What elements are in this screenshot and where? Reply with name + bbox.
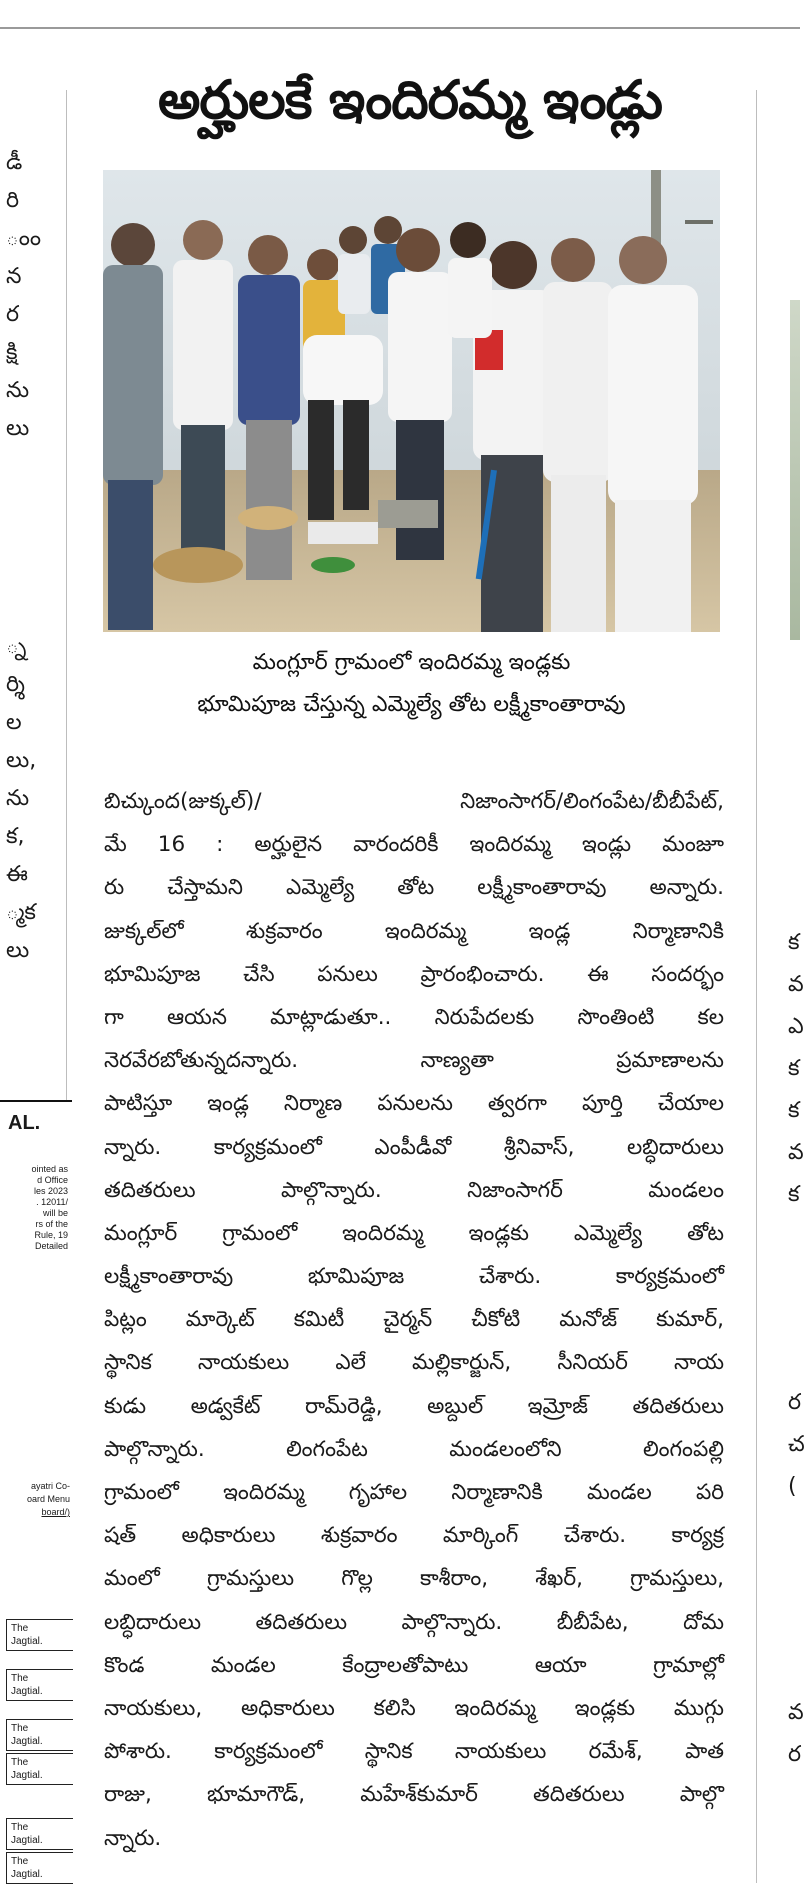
body-line: కుడు అడ్వకేట్ రామ్‌రెడ్డి, అబ్దుల్ ఇమ్రోజ్ తదితరులు	[104, 1393, 724, 1419]
body-line: గ్రామంలో ఇందిరమ్మ గృహాల నిర్మాణానికి మండల పరి	[104, 1480, 724, 1505]
left-fragment: ను	[6, 378, 30, 403]
left-fragment: ల	[6, 710, 22, 735]
ad-row-line: The	[11, 1723, 29, 1734]
caption-line: భూమిపూజ చేస్తున్న ఎమ్మెల్యే తోట లక్ష్మీకాంతారావు	[197, 692, 626, 717]
ad-paragraph	[4, 1164, 68, 1252]
body-line: లక్ష్మీకాంతారావు భూమిపూజ చేశారు. కార్యక్రమంలో	[104, 1264, 724, 1290]
right-fragment: ఎ	[788, 1014, 804, 1039]
left-fragment: లు	[6, 416, 30, 441]
body-line: మంగ్లూర్ గ్రామంలో ఇందిరమ్మ ఇండ్లకు ఎమ్మెల్యే తోట	[104, 1220, 724, 1246]
tender-advertisement	[0, 1100, 72, 1885]
ad-row-line: Jagtial.	[11, 1686, 43, 1697]
ad-row-line: Jagtial.	[11, 1835, 43, 1846]
body-line: మంలో గ్రామస్తులు గొల్ల కాశీరాం, శేఖర్, గ్రామస్తులు,	[104, 1566, 724, 1592]
left-fragment: లు,	[6, 748, 37, 773]
photo-caption	[103, 642, 720, 726]
ad-table-header	[0, 1480, 70, 1519]
left-fragment: ంం	[6, 226, 42, 251]
body-line: నాయకులు, అధికారులు కలిసి ఇందిరమ్మ ఇండ్లకు ముగ్గు	[104, 1695, 724, 1721]
body-line: స్థానిక నాయకులు ఎలే మల్లికార్జున్, సీనియర్ నాయ	[104, 1350, 724, 1376]
right-fragment: ర	[788, 1390, 802, 1415]
right-fragment: ర	[788, 1742, 802, 1767]
ad-row-line: The	[11, 1822, 29, 1833]
body-line: పాటిస్తూ ఇండ్ల నిర్మాణ పనులను త్వరగా పూర్తి చేయాల	[104, 1091, 724, 1117]
ad-table-row	[6, 1719, 73, 1751]
body-line: పోశారు. కార్యక్రమంలో స్థానిక నాయకులు రమేశ్, పాత	[104, 1739, 724, 1765]
ad-header-line: oard Menu	[26, 1494, 70, 1504]
body-line: న్నారు. కార్యక్రమంలో ఎంపీడీవో శ్రీనివాస్, లబ్ధిదారులు	[104, 1134, 724, 1160]
body-line: బిచ్కుంద(జుక్కల్)/ నిజాంసాగర్/లింగంపేట/బీబీపేట్,	[104, 789, 724, 814]
right-fragment: వ	[788, 1140, 804, 1165]
body-line: షత్ అధికారులు శుక్రవారం మార్కింగ్ చేశారు. కార్యక్ర	[104, 1523, 724, 1549]
body-line: న్నారు.	[104, 1825, 162, 1851]
left-fragment: న	[6, 264, 22, 289]
ad-table-row	[6, 1669, 73, 1701]
body-line: జుక్కల్‌లో శుక్రవారం ఇందిరమ్మ ఇండ్ల నిర్మాణానికి	[104, 918, 724, 944]
ad-title: AL.	[8, 1112, 41, 1134]
right-fragment: వ	[788, 1700, 804, 1725]
body-line: కొండ మండల కేంద్రాలతోపాటు ఆయా గ్రామాల్లో	[104, 1652, 724, 1678]
right-fragment: చ	[788, 1432, 805, 1457]
column-divider-left	[66, 90, 67, 1100]
body-line: పాల్గొన్నారు. లింగంపేట మండలంలోని లింగంపల్లి	[104, 1436, 724, 1462]
ad-paragraph-line: les 2023	[33, 1186, 68, 1196]
right-fragment: వ	[788, 972, 804, 997]
ad-table-row	[6, 1818, 73, 1850]
left-fragment: క,	[6, 824, 25, 849]
right-fragment: క	[788, 1056, 800, 1081]
right-fragment: (	[788, 1474, 797, 1499]
article-photo	[103, 170, 720, 632]
body-line: మే 16 : అర్హులైన వారందరికీ ఇందిరమ్మ ఇండ్లు మంజూ	[104, 832, 724, 858]
ad-row-line: Jagtial.	[11, 1770, 43, 1781]
ad-row-line: Jagtial.	[11, 1636, 43, 1647]
body-line: భూమిపూజ చేసి పనులు ప్రారంభించారు. ఈ సందర్భం	[104, 961, 724, 987]
left-fragment: ఈ	[6, 862, 28, 887]
brass-plate	[153, 547, 243, 583]
left-fragment: ్న	[6, 634, 27, 659]
left-fragment: ర్శి	[6, 672, 25, 697]
ad-paragraph-line: Detailed	[34, 1241, 68, 1251]
body-line: పిట్లం మార్కెట్ కమిటీ చైర్మన్ చీకోటి మనోజ్ కుమార్,	[104, 1307, 724, 1333]
body-line: రు చేస్తామని ఎమ్మెల్యే తోట లక్ష్మీకాంతారావు అన్నారు.	[104, 875, 724, 901]
ad-row-line: Jagtial.	[11, 1869, 43, 1880]
ad-header-line: board/)	[41, 1507, 70, 1517]
ad-paragraph-line: rs of the	[35, 1219, 68, 1229]
left-fragment: ర	[6, 302, 20, 327]
article-body	[104, 780, 724, 1860]
body-line: లబ్ధిదారులు తదితరులు పాల్గొన్నారు. బీబీపేట, దోమ	[104, 1609, 724, 1635]
ad-row-line: The	[11, 1757, 29, 1768]
right-fragment: క	[788, 1182, 800, 1207]
ad-table-row	[6, 1753, 73, 1785]
article-headline: అర్హులకే ఇందిరమ్మ ఇండ్లు	[157, 70, 663, 131]
ad-paragraph-line: d Office	[37, 1175, 68, 1185]
top-rule	[0, 27, 800, 29]
right-fragment: క	[788, 930, 800, 955]
body-line: గా ఆయన మాట్లాడుతూ.. నిరుపేదలకు సొంతింటి కల	[104, 1004, 724, 1030]
body-line: నెరవేరబోతున్నదన్నారు. నాణ్యతా ప్రమాణాలను	[104, 1048, 724, 1074]
left-fragment: ను	[6, 786, 30, 811]
right-column-photo-edge	[790, 300, 800, 640]
ad-paragraph-line: . 12011/	[36, 1197, 68, 1207]
ad-row-line: The	[11, 1623, 29, 1634]
caption-line: మంగ్లూర్ గ్రామంలో ఇందిరమ్మ ఇండ్లకు	[252, 650, 571, 675]
left-fragment: క్షి	[6, 340, 18, 365]
right-fragment: క	[788, 1098, 800, 1123]
left-fragment: డీ	[6, 150, 23, 175]
ad-row-line: The	[11, 1673, 29, 1684]
body-line: రాజు, భూమాగౌడ్, మహేశ్‌కుమార్ తదితరులు పాల్గొ	[104, 1782, 724, 1808]
column-divider-right	[756, 90, 757, 1883]
ad-row-line: Jagtial.	[11, 1736, 43, 1747]
left-fragment: రి	[6, 188, 20, 213]
ad-paragraph-line: will be	[42, 1208, 68, 1218]
ad-paragraph-line: Rule, 19	[34, 1230, 68, 1240]
left-fragment: ్మక	[6, 900, 36, 925]
ad-paragraph-line: ointed as	[31, 1164, 68, 1174]
event-photo-illustration	[103, 170, 720, 632]
ad-table-row	[6, 1619, 73, 1651]
body-line: తదితరులు పాల్గొన్నారు. నిజాంసాగర్ మండలం	[104, 1177, 724, 1203]
ad-header-line: ayatri Co-	[30, 1481, 70, 1491]
ad-table-row	[6, 1852, 73, 1884]
ad-row-line: The	[11, 1856, 29, 1867]
left-fragment: లు	[6, 938, 30, 963]
